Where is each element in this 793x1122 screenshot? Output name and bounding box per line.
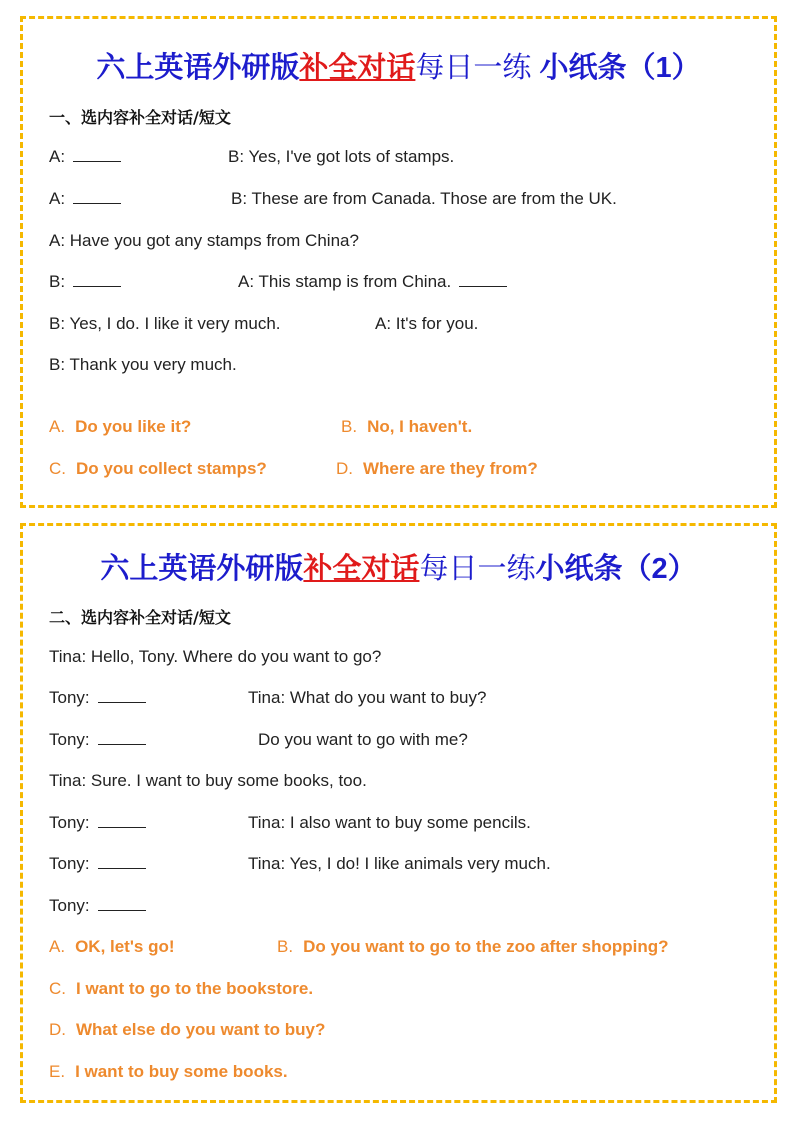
dialogue-line: Do you want to go with me? [258, 730, 468, 749]
option-e: E. I want to buy some books. [49, 1062, 288, 1081]
answer-blank[interactable] [73, 147, 121, 162]
dialogue-line: Tina: Yes, I do! I like animals very much. [248, 854, 551, 873]
section-heading: 一、选内容补全对话/短文 [49, 108, 231, 127]
dialogue-line: Tina: What do you want to buy? [248, 688, 487, 707]
dialogue-line: Tina: Hello, Tony. Where do you want to go? [49, 647, 382, 666]
dialogue-line: B: Yes, I do. I like it very much. [49, 314, 281, 333]
answer-blank[interactable] [459, 272, 507, 287]
dialogue-line: Tony: [49, 854, 146, 874]
dialogue-line: Tony: [49, 896, 146, 916]
answer-blank[interactable] [73, 189, 121, 204]
option-d: D. What else do you want to buy? [49, 1020, 326, 1039]
section-heading: 二、选内容补全对话/短文 [49, 608, 231, 627]
dialogue-line: B: Thank you very much. [49, 355, 237, 374]
dialogue-line: Tina: I also want to buy some pencils. [248, 813, 531, 832]
dialogue-line: B: These are from Canada. Those are from the UK. [231, 189, 617, 208]
dialogue-line: Tony: [49, 688, 146, 708]
dialogue-line: Tony: [49, 813, 146, 833]
dialogue-line: A: This stamp is from China. [238, 272, 507, 292]
answer-blank[interactable] [98, 688, 146, 703]
option-a: A. Do you like it? [49, 417, 192, 436]
dialogue-line: B: Yes, I've got lots of stamps. [228, 147, 455, 166]
answer-blank[interactable] [98, 730, 146, 745]
option-a: A. OK, let's go! [49, 937, 175, 956]
card-title: 六上英语外研版补全对话每日一练 小纸条（1） [96, 52, 701, 84]
answer-blank[interactable] [98, 854, 146, 869]
dialogue-line: Tony: [49, 730, 146, 750]
dialogue-line: A: Have you got any stamps from China? [49, 231, 359, 250]
dialogue-line: A: [49, 189, 121, 209]
dialogue-line: A: [49, 147, 121, 167]
dialogue-line: B: [49, 272, 121, 292]
option-c: C. Do you collect stamps? [49, 459, 267, 478]
worksheet-card-1 [20, 16, 777, 508]
dialogue-line: A: It's for you. [375, 314, 479, 333]
dialogue-line: Tina: Sure. I want to buy some books, too. [49, 771, 367, 790]
option-c: C. I want to go to the bookstore. [49, 979, 314, 998]
worksheet-card-2 [20, 523, 777, 1103]
answer-blank[interactable] [98, 896, 146, 911]
answer-blank[interactable] [98, 813, 146, 828]
answer-blank[interactable] [73, 272, 121, 287]
option-d: D. Where are they from? [336, 459, 538, 478]
card-title: 六上英语外研版补全对话每日一练小纸条（2） [100, 553, 697, 585]
option-b: B. No, I haven't. [341, 417, 473, 436]
option-b: B. Do you want to go to the zoo after shopping? [277, 937, 669, 956]
